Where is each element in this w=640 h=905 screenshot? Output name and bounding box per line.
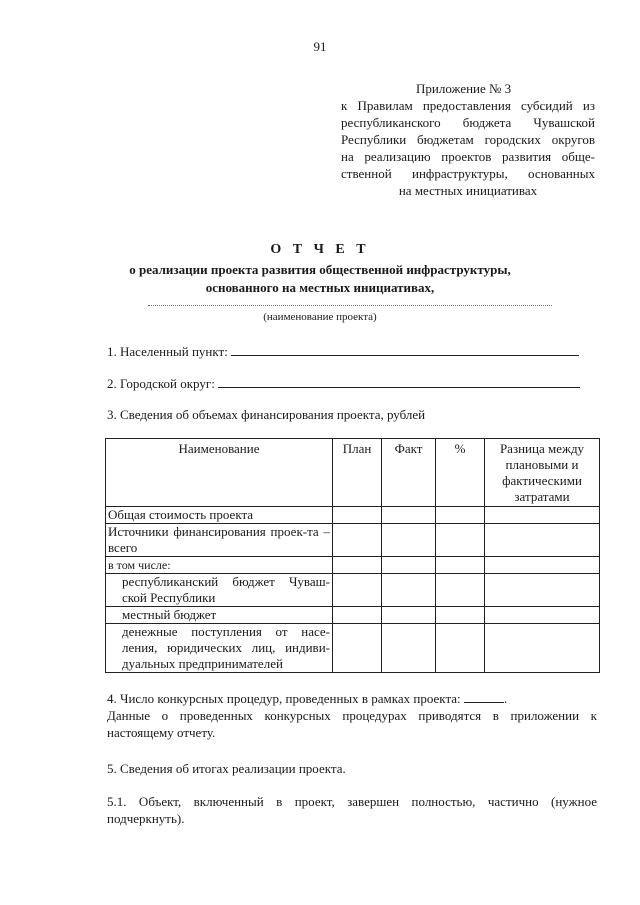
cell-difference[interactable]	[485, 607, 600, 624]
section-5-title: 5. Сведения об итогах реализации проекта.	[107, 761, 346, 776]
table-row	[106, 624, 600, 673]
cell-percent[interactable]	[436, 574, 485, 607]
appendix-reference	[341, 97, 595, 199]
row-label: местный бюджет	[106, 607, 333, 624]
cell-percent[interactable]	[436, 557, 485, 574]
appendix-line: ственной инфраструктуры, основанных	[341, 166, 595, 181]
cell-fact[interactable]	[382, 524, 436, 557]
appendix-line: республиканского бюджета Чувашской	[341, 115, 595, 130]
row-label: республиканский бюджет Чуваш-ской Республики	[106, 574, 333, 607]
report-subtitle	[0, 261, 640, 297]
cell-percent[interactable]	[436, 624, 485, 673]
appendix-line: к Правилам предоставления субсидий из	[341, 98, 595, 113]
report-title: О Т Ч Е Т	[270, 242, 370, 257]
header-fact: Факт	[382, 439, 436, 507]
appendix-line: на реализацию проектов развития обще-	[341, 149, 595, 164]
project-name-caption: (наименование проекта)	[263, 311, 377, 323]
section-4-line1: 4. Число конкурсных процедур, проведенных в рамках проекта:	[107, 691, 461, 706]
header-name: Наименование	[106, 439, 333, 507]
row-label: в том числе:	[106, 557, 333, 574]
cell-fact[interactable]	[382, 574, 436, 607]
header-percent: %	[436, 439, 485, 507]
cell-difference[interactable]	[485, 557, 600, 574]
table-row	[106, 507, 600, 524]
row-label: денежные поступления от насе-ления, юридических лиц, индиви-дуальных предпринимателей	[106, 624, 333, 673]
row-label: Источники финансирования проек-та – всего	[106, 524, 333, 557]
cell-fact[interactable]	[382, 624, 436, 673]
cell-fact[interactable]	[382, 507, 436, 524]
table-row	[106, 557, 600, 574]
locality-label: 1. Населенный пункт:	[107, 344, 228, 359]
cell-difference[interactable]	[485, 507, 600, 524]
page-number: 91	[313, 39, 327, 54]
table-row	[106, 607, 600, 624]
cell-percent[interactable]	[436, 524, 485, 557]
cell-plan[interactable]	[333, 557, 382, 574]
appendix-line: Республики бюджетам городских округов	[341, 132, 595, 147]
appendix-line: на местных инициативах	[398, 183, 538, 198]
locality-input[interactable]	[231, 342, 579, 356]
cell-plan[interactable]	[333, 574, 382, 607]
cell-plan[interactable]	[333, 507, 382, 524]
header-difference: Разница между плановыми и фактическими затратами	[485, 439, 600, 507]
header-plan: План	[333, 439, 382, 507]
cell-difference[interactable]	[485, 574, 600, 607]
table-row	[106, 524, 600, 557]
section-4: 4. Число конкурсных процедур, проведенных в рамках проекта: . Данные о проведенных конкурсных процедурах приводятся в приложении к настоящему отчету.	[107, 691, 597, 740]
appendix-title: Приложение № 3	[416, 81, 512, 96]
row-label: Общая стоимость проекта	[106, 507, 333, 524]
cell-plan[interactable]	[333, 624, 382, 673]
project-name-line[interactable]	[148, 305, 552, 306]
financing-table	[105, 438, 600, 673]
cell-difference[interactable]	[485, 524, 600, 557]
district-input[interactable]	[218, 374, 580, 388]
cell-plan[interactable]	[333, 607, 382, 624]
table-header-row	[106, 439, 600, 507]
section-3-title: 3. Сведения об объемах финансирования проекта, рублей	[107, 407, 426, 422]
cell-fact[interactable]	[382, 607, 436, 624]
section-4-line2: Данные о проведенных конкурсных процедурах приводятся в приложении к настоящему отчету.	[107, 708, 597, 740]
table-row	[106, 574, 600, 607]
district-field	[107, 374, 580, 392]
cell-percent[interactable]	[436, 507, 485, 524]
district-label: 2. Городской округ:	[107, 376, 215, 391]
procedures-count-input[interactable]	[464, 690, 504, 703]
report-subtitle-line: о реализации проекта развития общественной инфраструктуры,	[129, 262, 511, 277]
cell-difference[interactable]	[485, 624, 600, 673]
cell-plan[interactable]	[333, 524, 382, 557]
report-subtitle-line: основанного на местных инициативах,	[205, 280, 435, 295]
cell-fact[interactable]	[382, 557, 436, 574]
locality-field	[107, 342, 579, 360]
section-5-1: 5.1. Объект, включенный в проект, завершен полностью, частично (нужное подчеркнуть).	[107, 794, 597, 826]
cell-percent[interactable]	[436, 607, 485, 624]
